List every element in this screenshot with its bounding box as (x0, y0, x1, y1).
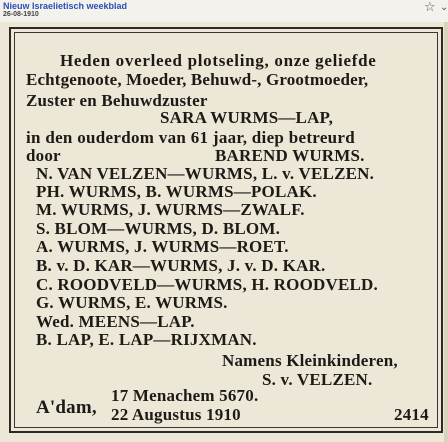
notice-line: Heden overleed plotseling, onze geliefde (60, 51, 377, 70)
newspaper-clipping (0, 22, 448, 442)
notice-line: S. BLOM—WURMS, D. BLOM. (36, 219, 281, 238)
publication-title[interactable]: Nieuw Israelietisch weekblad (3, 1, 128, 11)
notice-line: door (26, 146, 61, 165)
notice-line: Echtgenoote, Moeder, Behuwd-, Grootmoeder, (26, 70, 369, 89)
notice-line: S. v. VELZEN. (262, 370, 373, 389)
notice-line: SARA WURMS—LAP, (160, 108, 334, 127)
notice-number: 2414 (394, 405, 429, 424)
notice-line: G. WURMS, E. WURMS. (36, 293, 228, 312)
notice-line: M. WURMS, J. WURMS—ZWALF. (36, 200, 305, 219)
publication-date: 26-08-1910 (3, 11, 39, 18)
notice-line: 17 Menachem 5670. (111, 386, 259, 405)
notice-line: Wed. MEENS—LAP. (36, 312, 195, 331)
chevron-down-icon[interactable]: ⌄ (440, 2, 448, 13)
notice-line: PH. WURMS, B. WURMS—POLAK. (36, 182, 317, 201)
notice-line: A. WURMS, J. WURMS—ROET. (36, 237, 289, 256)
notice-line: A'dam, (36, 397, 97, 418)
notice-line: in den ouderdom van 61 jaar, diep betreurd (26, 128, 356, 147)
notice-line: B. v. D. KAR—WURMS, J. v. D. KAR. (36, 256, 326, 275)
notice-line: N. VAN VELZEN—WURMS, L. v. VELZEN. (36, 164, 375, 183)
star-icon[interactable]: ☆ (424, 0, 436, 15)
notice-line: BAREND WURMS. (215, 146, 365, 165)
notice-line: 22 Augustus 1910 (111, 405, 241, 424)
viewer-header (0, 0, 448, 23)
notice-line: C. ROODVELD—WURMS, H. ROODVELD. (36, 275, 378, 294)
notice-line: B. LAP, E. LAP—RIJXMAN. (36, 330, 257, 349)
notice-line: Zuster en Behuwdzuster (26, 91, 208, 110)
notice-line: Namens Kleinkinderen, (222, 351, 398, 370)
scroll-edge (444, 22, 448, 442)
